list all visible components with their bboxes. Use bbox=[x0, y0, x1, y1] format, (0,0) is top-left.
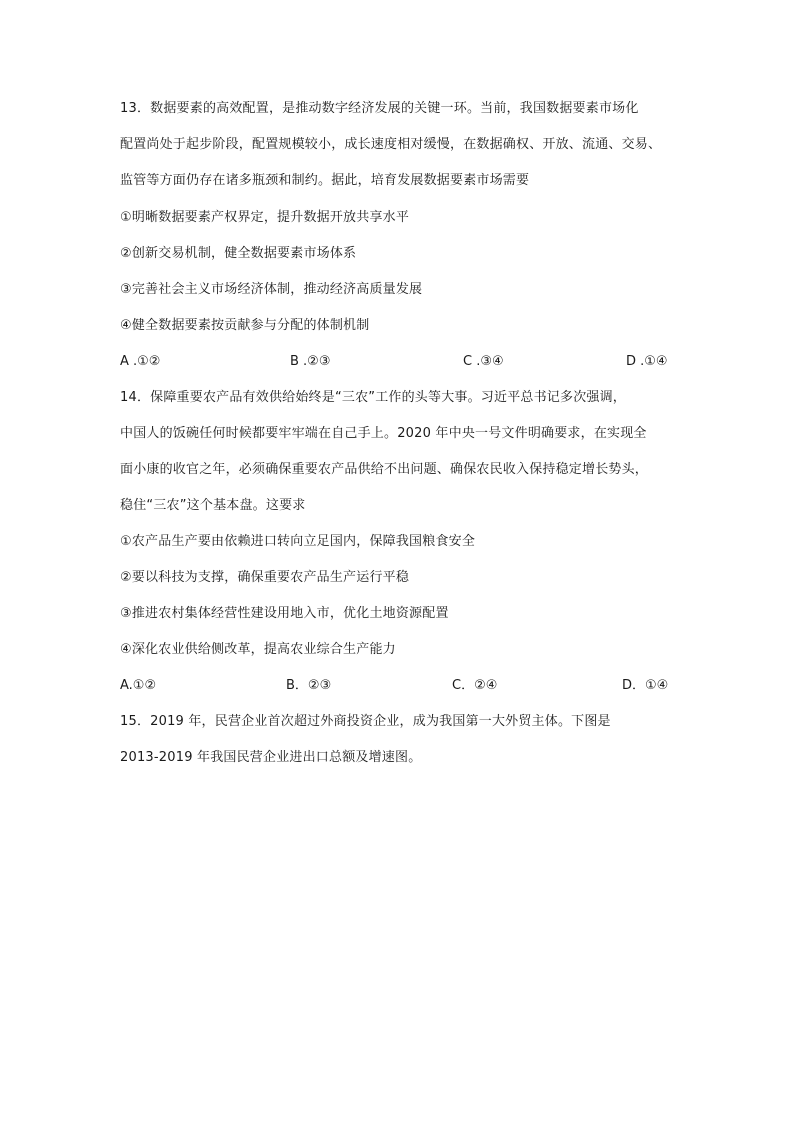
q14-item-4: ④深化农业供给侧改革，提高农业综合生产能力 bbox=[120, 642, 396, 657]
q13-stem-line-1: 13．数据要素的高效配置，是推动数字经济发展的关键一环。当前，我国数据要素市场化 bbox=[120, 101, 639, 116]
q14-option-a: A.①② bbox=[120, 678, 157, 693]
q13-option-d: D .①④ bbox=[626, 354, 668, 369]
q14-option-b: B．②③ bbox=[286, 678, 332, 693]
q15-stem-line-2: 2013-2019 年我国民营企业进出口总额及增速图。 bbox=[120, 750, 422, 765]
q14-stem-line-2: 中国人的饭碗任何时候都要牢牢端在自己手上。2020 年中央一号文件明确要求，在实现全 bbox=[120, 426, 647, 441]
q14-item-2: ②要以科技为支撑，确保重要农产品生产运行平稳 bbox=[120, 570, 410, 585]
q13-item-2: ②创新交易机制，健全数据要素市场体系 bbox=[120, 246, 357, 261]
q13-item-1: ①明晰数据要素产权界定，提升数据开放共享水平 bbox=[120, 210, 410, 225]
q13-stem-line-2: 配置尚处于起步阶段，配置规模较小，成长速度相对缓慢，在数据确权、开放、流通、交易、 bbox=[120, 137, 662, 152]
q14-item-3: ③推进农村集体经营性建设用地入市，优化土地资源配置 bbox=[120, 606, 449, 621]
q13-item-3: ③完善社会主义市场经济体制，推动经济高质量发展 bbox=[120, 282, 423, 297]
q13-option-c: C .③④ bbox=[463, 354, 504, 369]
q13-option-b: B .②③ bbox=[290, 354, 331, 369]
q13-option-a: A .①② bbox=[120, 354, 161, 369]
q13-item-4: ④健全数据要素按贡献参与分配的体制机制 bbox=[120, 318, 370, 333]
q14-item-1: ①农产品生产要由依赖进口转向立足国内，保障我国粮食安全 bbox=[120, 534, 476, 549]
q15-stem-line-1: 15．2019 年，民营企业首次超过外商投资企业，成为我国第一大外贸主体。下图是 bbox=[120, 714, 611, 729]
q14-stem-line-4: 稳住“三农”这个基本盘。这要求 bbox=[120, 498, 306, 513]
q14-stem-line-3: 面小康的收官之年，必须确保重要农产品供给不出问题、确保农民收入保持稳定增长势头， bbox=[120, 462, 649, 477]
q14-stem-line-1: 14．保障重要农产品有效供给始终是“三农”工作的头等大事。习近平总书记多次强调， bbox=[120, 390, 627, 405]
q14-option-c: C．②④ bbox=[452, 678, 498, 693]
q13-stem-line-3: 监管等方面仍存在诸多瓶颈和制约。据此，培育发展数据要素市场需要 bbox=[120, 173, 530, 188]
q14-option-d: D．①④ bbox=[622, 678, 669, 693]
